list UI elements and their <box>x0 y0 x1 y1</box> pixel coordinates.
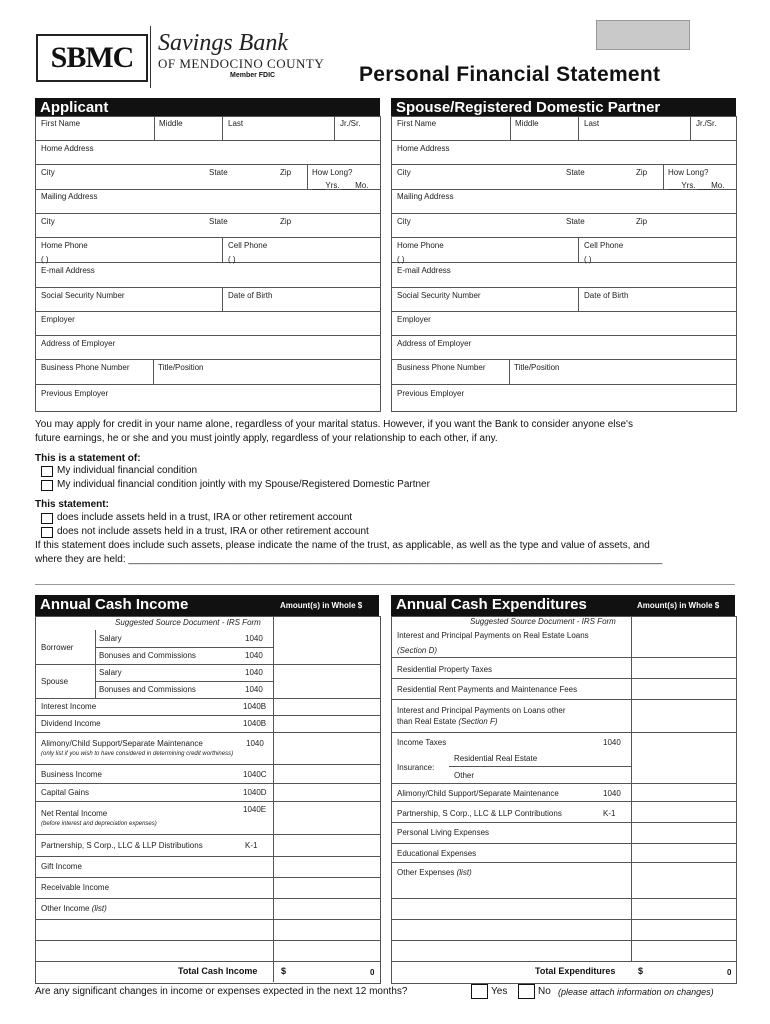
alimony-expense-form: 1040 <box>603 789 621 798</box>
applicant-cell-phone-label: Cell Phone <box>228 241 268 250</box>
fdic-label: Member FDIC <box>230 72 276 79</box>
trust-note-line-1: If this statement does include such assets, please indicate the name of the trust, as applicable, as well as the type and value of assets, and <box>35 540 650 551</box>
applicant-business-phone-label: Business Phone Number <box>41 363 130 372</box>
alimony-income-label: Alimony/Child Support/Separate Maintenance <box>41 739 203 748</box>
bank-name: Savings Bank <box>158 30 288 56</box>
receivable-income-label: Receivable Income <box>41 883 110 892</box>
bank-logo: SBMC <box>36 34 148 82</box>
applicant-zip-label: Zip <box>280 168 292 177</box>
statement-of-label: This is a statement of: <box>35 453 141 464</box>
trust-note-line-2[interactable]: where they are held: ________________________________________________________________________________________________ <box>35 554 663 565</box>
spouse-previous-employer-label: Previous Employer <box>397 389 465 398</box>
applicant-employer-address-label: Address of Employer <box>41 339 116 348</box>
partnership-income-form: K-1 <box>245 841 258 850</box>
spouse-employer-address-label: Address of Employer <box>397 339 472 348</box>
applicant-jr-sr-label: Jr./Sr. <box>340 119 361 128</box>
spouse-cell-phone-paren: ( ) <box>584 255 592 264</box>
spouse-employer-label: Employer <box>397 315 431 324</box>
spouse-how-long-label: How Long? <box>668 168 709 177</box>
changes-no-checkbox[interactable] <box>518 984 535 999</box>
changes-no-label: No <box>538 986 551 997</box>
total-expenditures-value: 0 <box>727 968 732 977</box>
borrower-salary-label: Salary <box>99 634 122 643</box>
alimony-income-form: 1040 <box>246 739 264 748</box>
spouse-zip2-label: Zip <box>636 217 648 226</box>
applicant-heading: Applicant <box>35 98 380 117</box>
expenditures-heading-bar <box>391 595 735 616</box>
changes-yes-label: Yes <box>491 986 508 997</box>
spouse-heading: Spouse/Registered Domestic Partner <box>391 98 736 117</box>
spouse-email-label: E-mail Address <box>397 266 451 275</box>
income-taxes-form: 1040 <box>603 738 621 747</box>
changes-question: Are any significant changes in income or expenses expected in the next 12 months? <box>35 986 408 997</box>
insurance-other-label: Other <box>454 771 475 780</box>
applicant-middle-label: Middle <box>159 119 183 128</box>
spouse-mailing-address-label: Mailing Address <box>397 192 454 201</box>
spouse-first-name-label: First Name <box>397 119 437 128</box>
total-income-label: Total Cash Income <box>178 966 258 976</box>
includes-trust-label: does include assets held in a trust, IRA or other retirement account <box>57 512 353 523</box>
trust-extra-line[interactable] <box>35 584 735 585</box>
partnership-income-label: Partnership, S Corp., LLC & LLP Distributions <box>41 841 203 850</box>
joint-condition-label: My individual financial condition jointly with my Spouse/Registered Domestic Partner <box>57 479 430 490</box>
income-amount-heading: Amount(s) in Whole $ <box>280 601 363 610</box>
borrower-bonuses-form: 1040 <box>245 651 263 660</box>
spouse-income-label: Spouse <box>41 677 69 686</box>
applicant-cell-phone-paren: ( ) <box>228 255 236 264</box>
applicant-home-phone-label: Home Phone <box>41 241 88 250</box>
joint-condition-checkbox[interactable] <box>41 480 53 491</box>
applicant-dob-label: Date of Birth <box>228 291 273 300</box>
applicant-email-label: E-mail Address <box>41 266 95 275</box>
spouse-business-phone-label: Business Phone Number <box>397 363 486 372</box>
applicant-state2-label: State <box>209 217 228 226</box>
dividend-income-form: 1040B <box>243 719 267 728</box>
applicant-employer-label: Employer <box>41 315 75 324</box>
business-income-label: Business Income <box>41 770 102 779</box>
borrower-salary-form: 1040 <box>245 634 263 643</box>
applicant-yrs-mo-label: ___Yrs. ___Mo. <box>312 181 369 190</box>
spouse-bonuses-form: 1040 <box>245 685 263 694</box>
applicant-state-label: State <box>209 168 228 177</box>
re-loans-label: Interest and Principal Payments on Real Estate Loans <box>397 631 589 640</box>
spouse-home-phone-paren: ( ) <box>397 255 405 264</box>
interest-income-label: Interest Income <box>41 702 97 711</box>
applicant-zip2-label: Zip <box>280 217 292 226</box>
personal-living-label: Personal Living Expenses <box>397 828 490 837</box>
business-income-form: 1040C <box>243 770 267 779</box>
spouse-home-phone-label: Home Phone <box>397 241 444 250</box>
net-rental-label: Net Rental Income <box>41 809 108 818</box>
interest-income-form: 1040B <box>243 702 267 711</box>
credit-notice-line-2: future earnings, he or she and you must jointly apply, regardless of your relationship to each other, if any. <box>35 433 498 444</box>
page-title: Personal Financial Statement <box>359 63 661 86</box>
property-tax-label: Residential Property Taxes <box>397 665 493 674</box>
educational-label: Educational Expenses <box>397 849 477 858</box>
insurance-label: Insurance: <box>397 763 435 772</box>
applicant-ssn-label: Social Security Number <box>41 291 125 300</box>
other-income-label: Other Income (list) <box>41 904 107 913</box>
this-statement-label: This statement: <box>35 499 109 510</box>
spouse-home-address-label: Home Address <box>397 144 450 153</box>
income-table <box>35 616 381 984</box>
applicant-home-address-label: Home Address <box>41 144 94 153</box>
includes-trust-checkbox[interactable] <box>41 513 53 524</box>
applicant-first-name-label: First Name <box>41 119 81 128</box>
total-expenditures-dollar: $ <box>638 966 644 976</box>
rent-payments-label: Residential Rent Payments and Maintenance Fees <box>397 685 578 694</box>
capital-gains-label: Capital Gains <box>41 788 90 797</box>
other-loans-label-2: than Real Estate (Section F) <box>397 717 498 726</box>
applicant-home-phone-paren: ( ) <box>41 255 49 264</box>
net-rental-form: 1040E <box>243 805 267 814</box>
partnership-contrib-form: K-1 <box>603 809 616 818</box>
applicant-title-label: Title/Position <box>158 363 204 372</box>
excludes-trust-checkbox[interactable] <box>41 527 53 538</box>
spouse-dob-label: Date of Birth <box>584 291 629 300</box>
expenditures-source-heading: Suggested Source Document - IRS Form <box>470 617 616 626</box>
spouse-yrs-mo-label: ___Yrs. ___Mo. <box>668 181 725 190</box>
spouse-salary-form: 1040 <box>245 668 263 677</box>
expenditures-amount-heading: Amount(s) in Whole $ <box>637 601 720 610</box>
office-use-box <box>596 20 690 50</box>
applicant-previous-employer-label: Previous Employer <box>41 389 109 398</box>
individual-condition-label: My individual financial condition <box>57 465 198 476</box>
spouse-cell-phone-label: Cell Phone <box>584 241 624 250</box>
changes-note: (please attach information on changes) <box>558 987 714 997</box>
spouse-state2-label: State <box>566 217 585 226</box>
applicant-city2-label: City <box>41 217 55 226</box>
changes-yes-checkbox[interactable] <box>471 984 488 999</box>
spouse-ssn-label: Social Security Number <box>397 291 481 300</box>
spouse-title-label: Title/Position <box>514 363 560 372</box>
income-source-heading: Suggested Source Document - IRS Form <box>115 618 261 627</box>
borrower-bonuses-label: Bonuses and Commissions <box>99 651 196 660</box>
net-rental-note: (before interest and depreciation expenses) <box>41 821 157 827</box>
spouse-jr-sr-label: Jr./Sr. <box>696 119 717 128</box>
spouse-salary-label: Salary <box>99 668 122 677</box>
dividend-income-label: Dividend Income <box>41 719 101 728</box>
alimony-expense-label: Alimony/Child Support/Separate Maintenance <box>397 789 559 798</box>
applicant-mailing-address-label: Mailing Address <box>41 192 98 201</box>
bank-subtitle: OF MENDOCINO COUNTY <box>158 56 325 71</box>
spouse-city-label: City <box>397 168 411 177</box>
total-income-dollar: $ <box>281 966 287 976</box>
applicant-last-label: Last <box>228 119 244 128</box>
alimony-income-note: (only list if you wish to have considered in determining credit worthiness) <box>41 751 234 757</box>
income-heading: Annual Cash Income <box>40 596 189 613</box>
spouse-zip-label: Zip <box>636 168 648 177</box>
applicant-city-label: City <box>41 168 55 177</box>
insurance-residential-label: Residential Real Estate <box>454 754 538 763</box>
spouse-bonuses-label: Bonuses and Commissions <box>99 685 196 694</box>
spouse-city2-label: City <box>397 217 411 226</box>
total-income-value: 0 <box>370 968 375 977</box>
borrower-label: Borrower <box>41 643 74 652</box>
capital-gains-form: 1040D <box>243 788 267 797</box>
applicant-how-long-label: How Long? <box>312 168 353 177</box>
other-expenses-label: Other Expenses (list) <box>397 868 472 877</box>
section-d-label: (Section D) <box>397 646 438 655</box>
partnership-contrib-label: Partnership, S Corp., LLC & LLP Contributions <box>397 809 562 818</box>
spouse-state-label: State <box>566 168 585 177</box>
spouse-middle-label: Middle <box>515 119 539 128</box>
credit-notice-line-1: You may apply for credit in your name alone, regardless of your marital status. However, if you want the Bank to consider anyone else's <box>35 419 633 430</box>
expenditures-heading: Annual Cash Expenditures <box>396 596 587 613</box>
income-taxes-label: Income Taxes <box>397 738 447 747</box>
excludes-trust-label: does not include assets held in a trust, IRA or other retirement account <box>57 526 369 537</box>
logo-divider <box>150 26 151 88</box>
individual-condition-checkbox[interactable] <box>41 466 53 477</box>
other-loans-label-1: Interest and Principal Payments on Loans other <box>397 706 566 715</box>
spouse-last-label: Last <box>584 119 600 128</box>
total-expenditures-label: Total Expenditures <box>535 966 616 976</box>
gift-income-label: Gift Income <box>41 862 82 871</box>
income-heading-bar <box>35 595 379 616</box>
